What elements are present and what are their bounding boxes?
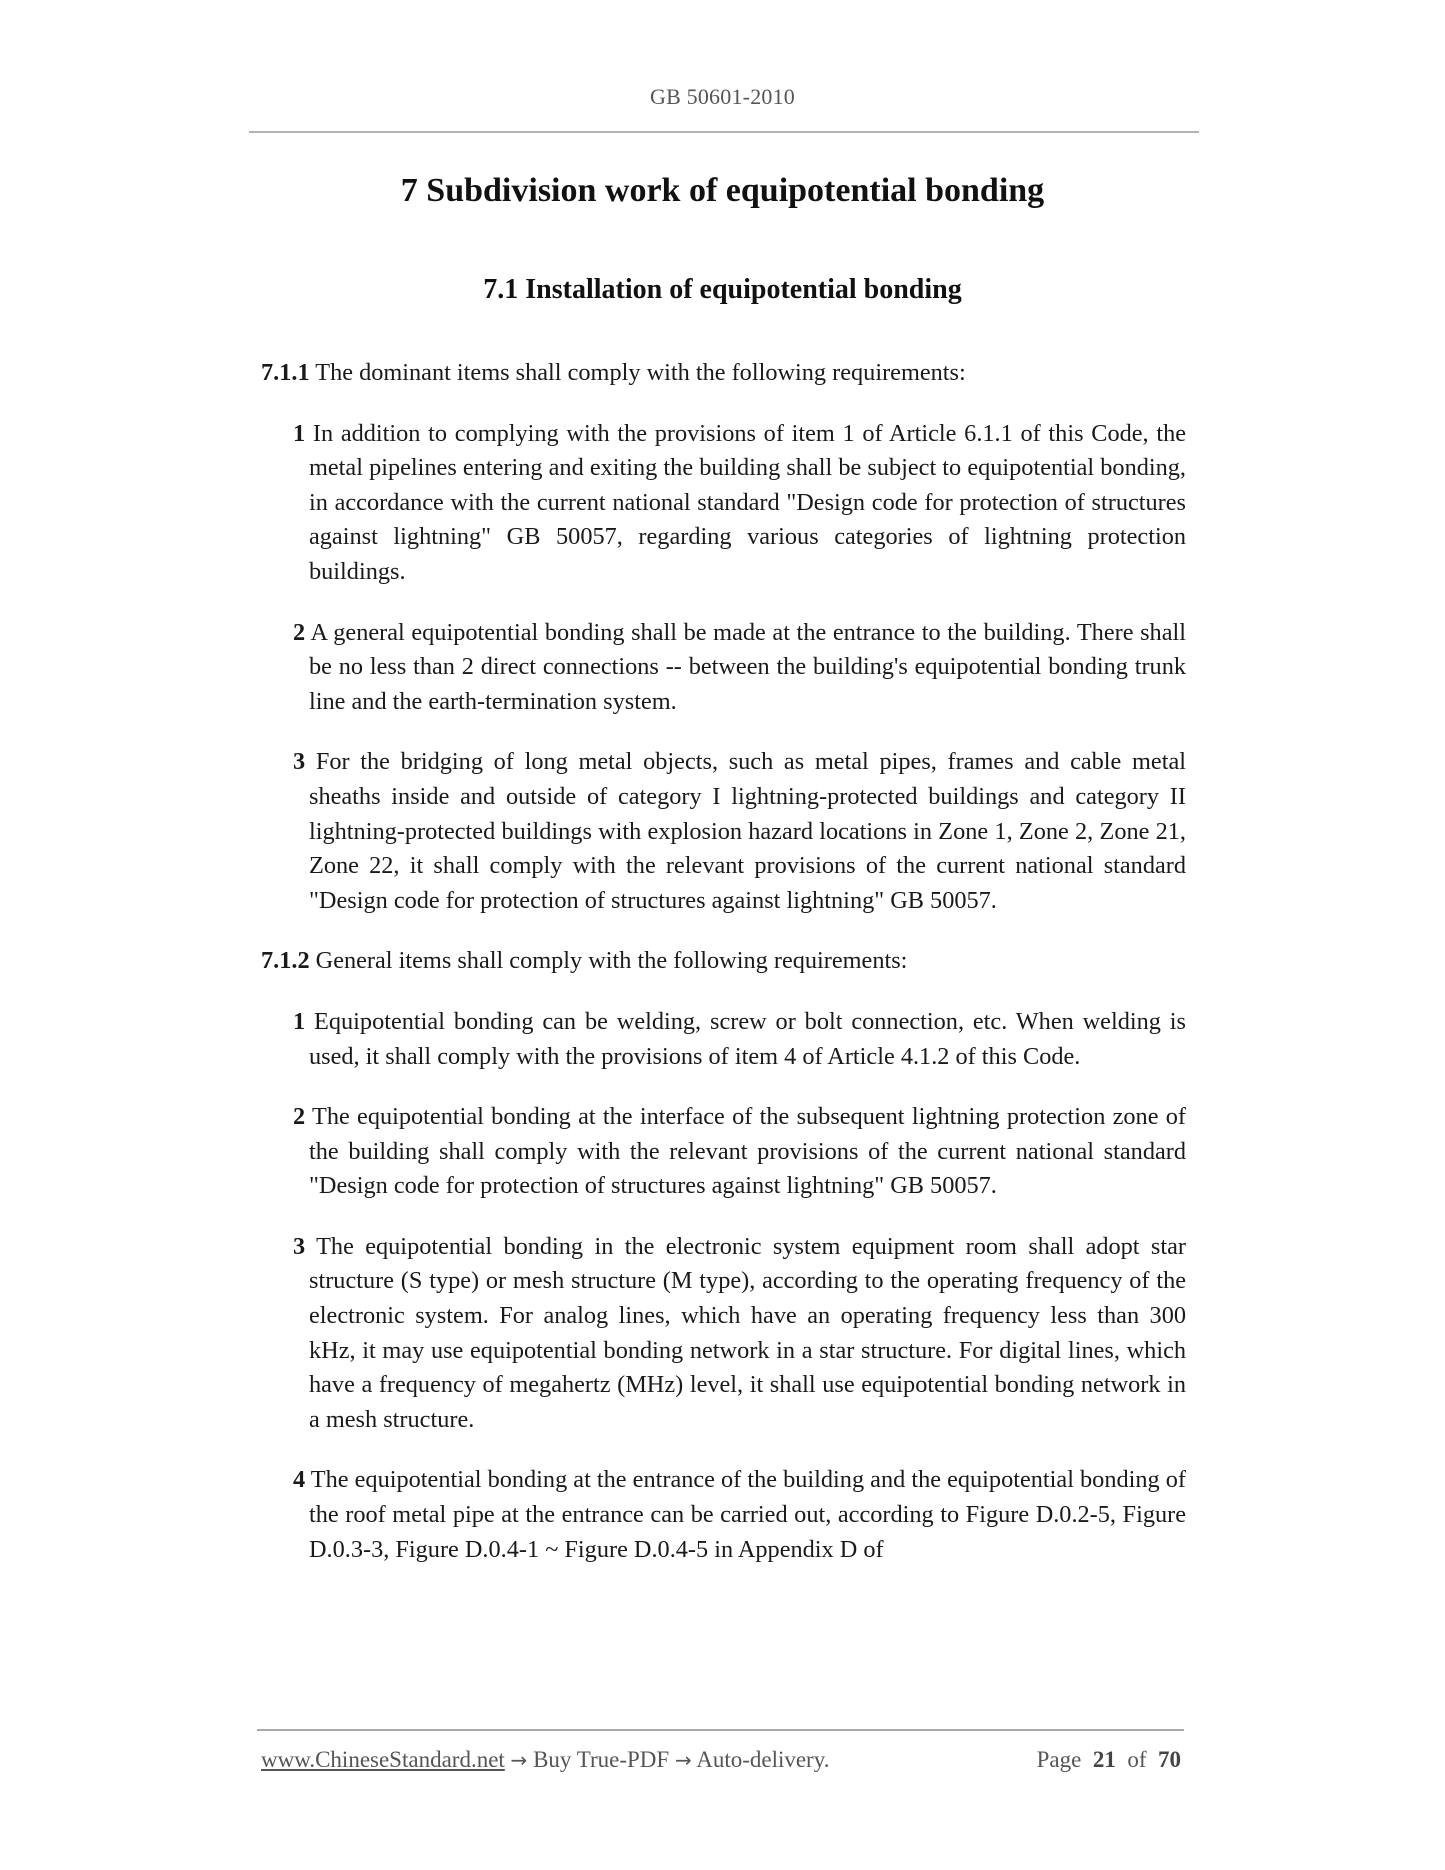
item-number: 2 xyxy=(293,618,306,646)
item-number: 3 xyxy=(293,1232,306,1260)
item-text: In addition to complying with the provisions of item 1 of Article 6.1.1 of this Code, the metal pipelines entering and exiting the building shall be subject to equipotential bonding, in accordance with the current national standard "Design code for protection of structures against lightning" GB 50057, regarding various categories of lightning protection buildings. xyxy=(309,419,1186,585)
current-page-number: 21 xyxy=(1092,1747,1116,1772)
clause-items xyxy=(261,417,1186,919)
section-title: 7.1 Installation of equipotential bonding xyxy=(483,274,962,305)
document-body xyxy=(261,356,1186,1567)
right-arrow-icon: → xyxy=(510,1748,528,1772)
item-number: 4 xyxy=(293,1466,306,1494)
chapter-title: 7 Subdivision work of equipotential bonding xyxy=(400,172,1045,209)
item-text: A general equipotential bonding shall be made at the entrance to the building. There shall be no less than 2 direct connections -- between the building's equipotential bonding trunk line and the earth-termination system. xyxy=(309,618,1186,715)
site-link[interactable]: www.ChineseStandard.net xyxy=(261,1747,505,1772)
list-item xyxy=(293,745,1186,918)
list-item xyxy=(293,1005,1186,1074)
item-number: 3 xyxy=(293,748,306,776)
clause-number: 7.1.1 xyxy=(261,359,310,386)
item-number: 2 xyxy=(293,1103,306,1131)
page-label: Page xyxy=(1036,1747,1082,1772)
footer-promo xyxy=(261,1747,829,1773)
page-indicator xyxy=(1037,1747,1181,1773)
item-number: 1 xyxy=(293,1007,306,1035)
clause-items xyxy=(261,1005,1186,1567)
buy-pdf-text: Buy True-PDF xyxy=(533,1747,670,1772)
total-pages-number: 70 xyxy=(1158,1747,1181,1772)
list-item xyxy=(293,1100,1186,1204)
item-number: 1 xyxy=(293,419,306,447)
list-item xyxy=(293,1463,1186,1567)
clause-text: General items shall comply with the following requirements: xyxy=(315,947,908,975)
item-text: The equipotential bonding at the entrance of the building and the equipotential bonding of the roof metal pipe at the entrance can be carried out, according to Figure D.0.2-5, Figure D.0.3-3, Figure D.0.4-1 ~ Figure D.0.4-5 in Appendix D of xyxy=(309,1466,1186,1563)
item-text: The equipotential bonding at the interface of the subsequent lightning protection zone of the building shall comply with the relevant provisions of the current national standard "Design code for protection of structures against lightning" GB 50057. xyxy=(309,1103,1186,1200)
item-text: The equipotential bonding in the electronic system equipment room shall adopt star structure (S type) or mesh structure (M type), according to the operating frequency of the electronic system. For analog lines, which have an operating frequency less than 300 kHz, it may use equipotential bonding network in a star structure. For digital lines, which have a frequency of megahertz (MHz) level, it shall use equipotential bonding network in a mesh structure. xyxy=(309,1232,1187,1433)
list-item xyxy=(293,616,1186,720)
header-divider xyxy=(249,131,1199,133)
auto-delivery-text: Auto-delivery. xyxy=(696,1747,830,1772)
right-arrow-icon: → xyxy=(674,1748,692,1772)
list-item xyxy=(293,417,1186,590)
document-code-header: GB 50601-2010 xyxy=(650,84,795,109)
clause-heading xyxy=(261,356,1186,391)
clause-heading xyxy=(261,944,1186,979)
footer-divider xyxy=(257,1729,1184,1731)
clause-number: 7.1.2 xyxy=(261,947,310,975)
list-item xyxy=(293,1230,1186,1438)
item-text: For the bridging of long metal objects, such as metal pipes, frames and cable metal sheaths inside and outside of category I lightning-protected buildings and category II lightning-protected buildings with explosion hazard locations in Zone 1, Zone 2, Zone 21, Zone 22, it shall comply with the relevant provisions of the current national standard "Design code for protection of structures against lightning" GB 50057. xyxy=(309,748,1186,914)
page-of-label: of xyxy=(1127,1747,1147,1772)
clause-text: The dominant items shall comply with the following requirements: xyxy=(315,359,966,386)
item-text: Equipotential bonding can be welding, screw or bolt connection, etc. When welding is used, it shall comply with the provisions of item 4 of Article 4.1.2 of this Code. xyxy=(309,1007,1186,1070)
